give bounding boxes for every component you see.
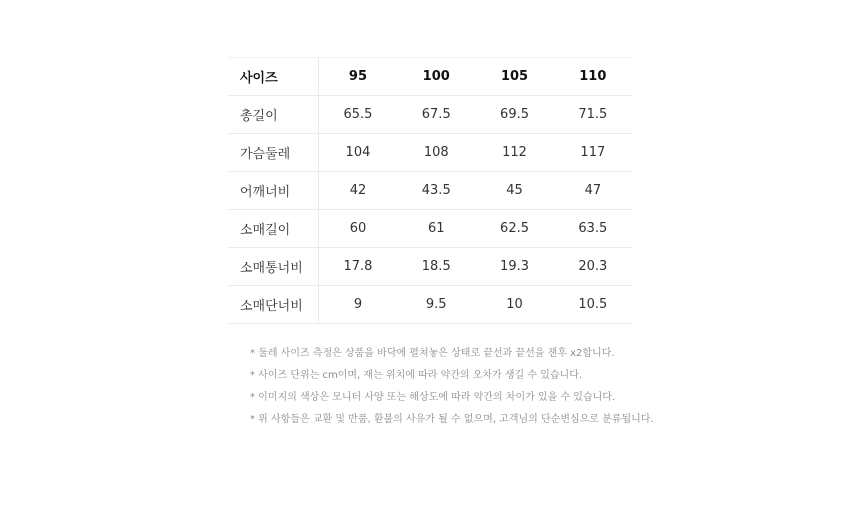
row-label: 소매통너비 — [228, 248, 318, 286]
table-cell: 104 — [318, 134, 397, 172]
table-row-cuff-width — [228, 286, 632, 324]
table-cell: 65.5 — [318, 96, 397, 134]
table-cell: 9.5 — [397, 286, 475, 324]
table-row-shoulder — [228, 172, 632, 210]
table-cell: 47 — [554, 172, 632, 210]
table-cell: 62.5 — [475, 210, 553, 248]
table-cell: 18.5 — [397, 248, 475, 286]
table-cell: 20.3 — [554, 248, 632, 286]
row-label: 총길이 — [228, 96, 318, 134]
table-cell: 43.5 — [397, 172, 475, 210]
size-header-row — [228, 58, 632, 96]
table-cell: 9 — [318, 286, 397, 324]
row-label: 어깨너비 — [228, 172, 318, 210]
row-label: 가슴둘레 — [228, 134, 318, 172]
note-measurement: * 둘레 사이즈 측정은 상품을 바닥에 펼쳐놓은 상태로 끝선과 끝선을 잰후 x2합니다. — [250, 348, 615, 359]
row-label: 소매단너비 — [228, 286, 318, 324]
size-header-105: 105 — [475, 58, 553, 96]
table-cell: 60 — [318, 210, 397, 248]
table-cell: 67.5 — [397, 96, 475, 134]
table-row-total-length — [228, 96, 632, 134]
size-chart-table — [228, 57, 632, 324]
table-cell: 112 — [475, 134, 553, 172]
table-cell: 71.5 — [554, 96, 632, 134]
row-label: 소매길이 — [228, 210, 318, 248]
table-row-sleeve-length — [228, 210, 632, 248]
table-cell: 19.3 — [475, 248, 553, 286]
table-cell: 10 — [475, 286, 553, 324]
table-cell: 10.5 — [554, 286, 632, 324]
size-header-95: 95 — [318, 58, 397, 96]
note-color: * 이미지의 색상은 모니터 사양 또는 해상도에 따라 약간의 차이가 있을 수 있습니다. — [250, 392, 616, 403]
note-refund: * 위 사항들은 교환 및 반품, 환불의 사유가 될 수 없으며, 고객님의 단순변심으로 분류됩니다. — [250, 414, 654, 425]
size-header-100: 100 — [397, 58, 475, 96]
table-cell: 69.5 — [475, 96, 553, 134]
table-cell: 17.8 — [318, 248, 397, 286]
note-unit: * 사이즈 단위는 cm이며, 재는 위치에 따라 약간의 오차가 생길 수 있습니다. — [250, 370, 583, 381]
size-notes — [250, 346, 654, 434]
table-cell: 45 — [475, 172, 553, 210]
table-cell: 42 — [318, 172, 397, 210]
table-cell: 61 — [397, 210, 475, 248]
table-cell: 63.5 — [554, 210, 632, 248]
size-header-label: 사이즈 — [228, 58, 318, 96]
table-row-sleeve-width — [228, 248, 632, 286]
size-header-110: 110 — [554, 58, 632, 96]
table-row-chest — [228, 134, 632, 172]
table-cell: 117 — [554, 134, 632, 172]
table-cell: 108 — [397, 134, 475, 172]
